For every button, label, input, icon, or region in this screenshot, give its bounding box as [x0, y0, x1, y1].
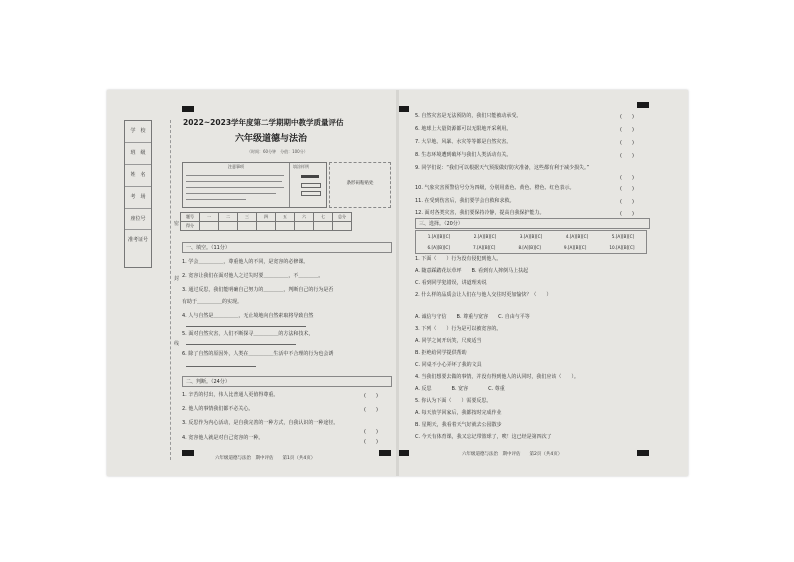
choice-option: B. 星期天，我看着天气好就去公园散步	[415, 422, 502, 428]
registration-mark	[637, 102, 649, 108]
student-info-column	[124, 120, 152, 268]
choice-question: 4. 当我们想要去做的事情，并没有得到他人的认同时，我们应该（ ）。	[415, 374, 579, 380]
notice-text-line	[186, 181, 282, 182]
choice-option: C. 今天有体育课，我又忘记带篮球了，唉！这已经是第四次了	[415, 434, 552, 440]
side-label: 准考证号	[127, 237, 148, 244]
score-cell[interactable]	[238, 222, 257, 231]
score-row-label: 得分	[181, 222, 200, 231]
seal-char: 封	[174, 276, 180, 282]
section-fill-heading: 一、填空。（11分）	[182, 242, 392, 253]
answer-bubble-group[interactable]: 8.[A][B][C]	[518, 245, 541, 250]
fill-sample	[301, 175, 319, 178]
score-head: 六	[295, 213, 314, 222]
notice-divider	[289, 163, 290, 207]
answer-bubble-group[interactable]: 7.[A][B][C]	[472, 245, 496, 250]
choice-question: 2. 什么样的品质会让人们在与他人交往时更加愉快？（ ）	[415, 292, 552, 298]
choice-option: A. 反思 B. 宽容 C. 尊重	[415, 386, 505, 392]
choice-option: A. 随意踩踏花坛草坪 B. 看到有人摔倒马上扶起	[415, 268, 529, 274]
score-head: 一	[200, 213, 219, 222]
answer-line	[186, 344, 296, 345]
answer-bubble-group[interactable]: 2.[A][B][C]	[473, 234, 497, 239]
choice-question: 5. 你认为下面（ ）需要反思。	[415, 398, 492, 404]
judge-question: 12. 面对各类灾害，我们要保持冷静，提高自我保护能力。	[415, 210, 545, 216]
answer-paren[interactable]: ( )	[364, 439, 378, 445]
notice-text-line	[186, 199, 246, 200]
section-judge-heading: 二、判断。（24分）	[182, 376, 392, 387]
notice-title: 注意事项	[228, 164, 244, 169]
choice-question: 1. 下面（ ）行为没有侵犯到他人。	[415, 256, 502, 262]
answer-paren[interactable]: ( )	[620, 140, 634, 146]
judge-question: 5. 自然灾害是无法预防的，我们只能被动承受。	[415, 113, 522, 119]
answer-paren[interactable]: ( )	[620, 127, 634, 133]
choice-option: A. 同学之间开玩笑，尺度适当	[415, 338, 482, 344]
answer-grid	[415, 230, 647, 254]
fill-question: 4. 人与自然是＿＿＿＿＿，无止境地向自然索取将导致自然	[182, 313, 314, 319]
answer-bubble-group[interactable]: 5.[A][B][C]	[611, 234, 635, 239]
fill-question: 有助于＿＿＿＿＿的实现。	[182, 299, 243, 305]
score-cell[interactable]	[295, 222, 314, 231]
judge-question: 7. 大旱地、风暴、水灾等等都是自然灾害。	[415, 139, 512, 145]
fill-sample	[301, 183, 321, 188]
answer-paren[interactable]: ( )	[620, 114, 634, 120]
answer-grid-row	[416, 231, 646, 242]
judge-question: 11. 在受到伤害后，我们要学会自救和求救。	[415, 198, 515, 204]
answer-bubble-group[interactable]: 9.[A][B][C]	[563, 245, 587, 250]
notice-box	[182, 162, 327, 208]
score-cell[interactable]	[219, 222, 238, 231]
judge-question: 10. 气象灾害预警信号分为四级，分别用蓝色、黄色、橙色、红色表示。	[415, 185, 575, 191]
side-label: 姓 名	[125, 165, 151, 187]
judge-question: 6. 地球上大量资源都可以无限地开采利用。	[415, 126, 512, 132]
score-head: 五	[276, 213, 295, 222]
answer-line	[186, 326, 306, 327]
choice-option: A. 每天放学回家后，我都按时完成作业	[415, 410, 502, 416]
score-head: 四	[257, 213, 276, 222]
answer-grid-row	[416, 242, 646, 253]
score-cell[interactable]	[314, 222, 333, 231]
fill-question: 6. 除了自然的原因外，人类在＿＿＿＿＿生活中不合理的行为也会诱	[182, 351, 334, 357]
seal-char: 密	[174, 221, 180, 227]
answer-bubble-group[interactable]: 1.[A][B][C]	[427, 234, 451, 239]
fill-question: 5. 面对自然灾害，人们不断探寻＿＿＿＿＿的方法和技术，	[182, 331, 314, 337]
side-label: 学 校	[125, 121, 151, 143]
seal-line	[170, 120, 171, 460]
judge-question: 2. 他人的事情我们都不必关心。	[182, 406, 254, 412]
barcode-area	[329, 162, 391, 208]
fill-sample	[301, 191, 321, 196]
answer-paren[interactable]: ( )	[620, 199, 634, 205]
score-head: 七	[314, 213, 333, 222]
side-label: 座位号	[125, 209, 151, 231]
score-cell[interactable]	[200, 222, 219, 231]
answer-paren[interactable]: ( )	[620, 175, 634, 181]
side-label: 班 级	[125, 143, 151, 165]
judge-question: 1. 辛苦的付出，伟人比普通人更值得尊重。	[182, 392, 279, 398]
judge-question: 4. 宽容他人就是对自己宽容的一种。	[182, 435, 264, 441]
notice-text-line	[186, 193, 276, 194]
exam-title: 2022~2023学年度第二学期期中教学质量评估	[183, 118, 344, 127]
score-cell[interactable]	[276, 222, 295, 231]
answer-paren[interactable]: ( )	[364, 393, 378, 399]
page-footer-right: 六年级道德与法治 期中评估 第2页（共4页）	[462, 452, 563, 457]
subject-title: 六年级道德与法治	[235, 134, 308, 144]
registration-mark	[182, 106, 194, 112]
answer-paren[interactable]: ( )	[364, 429, 378, 435]
choice-option: B. 拒绝给同学提供帮助	[415, 350, 467, 356]
score-table	[180, 212, 352, 231]
fill-question: 1. 学会＿＿＿＿＿，尊重他人的不同，是宽容的必修课。	[182, 259, 309, 265]
answer-bubble-group[interactable]: 3.[A][B][C]	[519, 234, 543, 239]
fill-sample-title: 填涂样例	[293, 164, 309, 169]
page-fold	[396, 90, 399, 476]
score-head: 三	[238, 213, 257, 222]
answer-bubble-group[interactable]: 6.[A][B][C]	[427, 245, 450, 250]
score-head: 题号	[181, 213, 200, 222]
answer-paren[interactable]: ( )	[620, 186, 634, 192]
notice-text-line	[186, 187, 284, 188]
section-choice-heading: 三、选择。（20分）	[415, 218, 650, 229]
judge-question: 3. 反思作为内心活动，是自我完善的一种方式，自我认识的一种途径。	[182, 420, 339, 426]
registration-mark	[182, 450, 194, 456]
answer-line	[186, 366, 256, 367]
choice-option: C. 同桌不小心弄坏了我的文具	[415, 362, 482, 368]
answer-paren[interactable]: ( )	[620, 211, 634, 217]
answer-paren[interactable]: ( )	[620, 153, 634, 159]
barcode-label: 条形码粘贴处	[346, 181, 374, 186]
answer-bubble-group[interactable]: 10.[A][B][C]	[609, 245, 635, 250]
notice-text-line	[186, 175, 284, 176]
side-label: 考 场	[125, 187, 151, 209]
registration-mark	[379, 450, 391, 456]
choice-question: 3. 下列（ ）行为是可以被宽容的。	[415, 326, 502, 332]
score-cell[interactable]	[257, 222, 276, 231]
score-cell[interactable]	[333, 222, 352, 231]
exam-sheet	[107, 90, 688, 476]
answer-paren[interactable]: ( )	[364, 407, 378, 413]
fill-question: 2. 宽容让我们在面对他人之过失时要＿＿＿＿＿，不＿＿＿＿。	[182, 273, 324, 279]
answer-bubble-group[interactable]: 4.[A][B][C]	[565, 234, 589, 239]
exam-meta: （时间：60分钟 分值：100分）	[247, 149, 308, 154]
choice-option: A. 诚信与守信 B. 尊重与宽容 C. 自由与平等	[415, 314, 530, 320]
choice-option: C. 看到同学犯错误，讲道理劝说	[415, 280, 487, 286]
judge-question: 9. 同学们说：“我们可以根据天气预报做好防灾准备，这些都有利于减少损失。”	[415, 165, 590, 171]
registration-mark	[637, 450, 649, 456]
score-head: 总分	[333, 213, 352, 222]
seal-char: 线	[174, 341, 180, 347]
score-head: 二	[219, 213, 238, 222]
page-footer-left: 六年级道德与法治 期中评估 第1页（共4页）	[215, 456, 316, 461]
judge-question: 8. 生态环境遭到破坏与我们人类活动有关。	[415, 152, 512, 158]
fill-question: 3. 通过反思，我们能明确自己努力的＿＿＿＿，判断自己的行为是否	[182, 287, 334, 293]
